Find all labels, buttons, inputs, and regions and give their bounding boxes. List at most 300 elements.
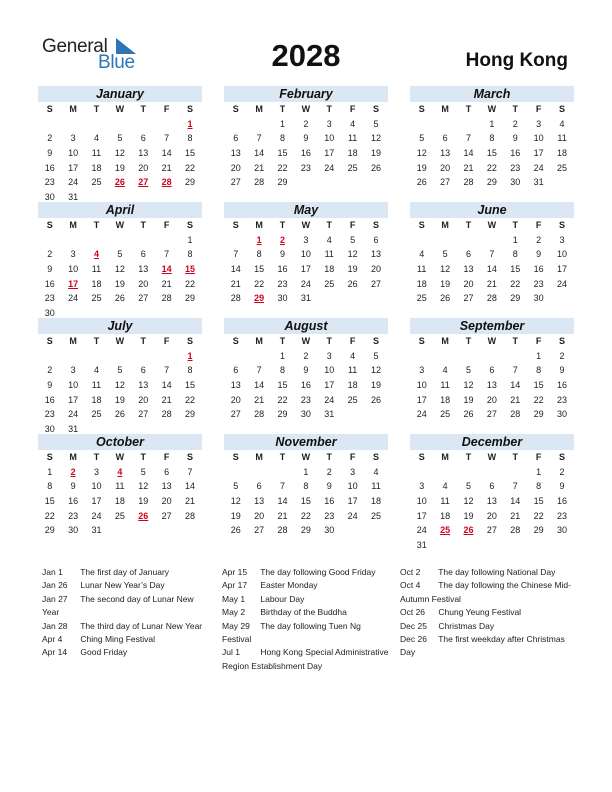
day-cell: 10 [416, 380, 427, 391]
weekday-label: F [163, 336, 170, 346]
weekday-label: T [140, 104, 146, 114]
day-cell: 15 [277, 148, 288, 159]
day-cell: 20 [440, 162, 451, 173]
month-header: May [224, 202, 388, 218]
weekday-label: T [140, 220, 146, 230]
day-cell: 3 [93, 466, 99, 477]
day-cell: 24 [68, 177, 79, 188]
day-cell: 24 [68, 409, 79, 420]
week-row [224, 479, 388, 494]
day-cell [410, 233, 433, 248]
day-cell: 7 [512, 365, 518, 376]
day-cell: 19 [371, 148, 382, 159]
month-february [224, 86, 388, 190]
day-cell: 11 [324, 249, 334, 260]
day-cell: 28 [510, 409, 521, 420]
week-row [410, 131, 574, 146]
weekday-label: T [326, 452, 332, 462]
holiday-entry [400, 606, 572, 619]
day-cell [433, 117, 456, 132]
day-cell: 11 [440, 496, 450, 507]
day-cell: 12 [371, 365, 382, 376]
weekday-label: T [279, 220, 286, 230]
day-cell: 18 [91, 394, 102, 405]
country-label: Hong Kong [465, 50, 568, 71]
day-cell [550, 538, 573, 553]
weekday-label: S [232, 104, 239, 114]
week-row [410, 538, 574, 553]
weekday-label: S [373, 336, 380, 346]
weekday-label: T [279, 336, 286, 346]
day-cell: 1 [47, 466, 53, 477]
weekday-label: T [140, 452, 146, 462]
day-cell: 19 [114, 162, 125, 173]
day-cell: 2 [47, 133, 53, 144]
weekday-header-row [410, 102, 574, 117]
day-cell: 5 [465, 365, 471, 376]
day-cell: 5 [465, 481, 471, 492]
day-cell: 29 [185, 293, 196, 304]
day-cell: 12 [463, 496, 474, 507]
day-cell: 13 [486, 380, 497, 391]
day-cell: 11 [115, 481, 125, 492]
week-row [224, 262, 388, 277]
day-cell [480, 465, 503, 480]
day-cell: 3 [419, 481, 425, 492]
day-cell [178, 523, 201, 538]
day-cell: 15 [486, 148, 497, 159]
day-cell: 10 [68, 380, 79, 391]
weekday-label: S [232, 220, 239, 230]
holiday-name: The day following Tuen Ng Festival [222, 620, 361, 645]
week-row [38, 349, 202, 364]
day-cell: 14 [161, 380, 172, 391]
day-cell: 27 [254, 525, 265, 536]
month-header: January [38, 86, 202, 102]
week-row [38, 407, 202, 422]
weekday-label: T [465, 336, 472, 346]
day-cell [38, 349, 61, 364]
day-cell: 29 [185, 409, 196, 420]
day-cell: 12 [230, 496, 241, 507]
day-cell [410, 117, 433, 132]
day-cell: 27 [463, 293, 474, 304]
day-cell: 3 [303, 234, 309, 245]
day-cell [457, 465, 480, 480]
holiday-entry [42, 646, 212, 659]
day-cell: 5 [373, 350, 379, 361]
page-title-year: 2028 [271, 38, 341, 73]
day-cell: 21 [486, 278, 497, 289]
holiday-date: Oct 2 [400, 567, 421, 577]
day-cell: 14 [161, 148, 172, 159]
day-cell [433, 349, 456, 364]
holiday-entry [222, 620, 392, 647]
day-cell: 5 [117, 365, 123, 376]
holiday-name: Hong Kong Special Administrative Region Establishment Day [222, 647, 389, 671]
day-cell: 21 [463, 162, 474, 173]
week-row [38, 247, 202, 262]
day-cell [410, 349, 433, 364]
day-cell: 15 [254, 264, 265, 275]
weekday-label: S [418, 104, 425, 114]
day-cell: 10 [347, 481, 358, 492]
day-cell: 26 [463, 525, 474, 536]
weekday-label: S [187, 220, 194, 230]
day-cell: 10 [557, 249, 568, 260]
holiday-date: May 1 [222, 593, 246, 604]
day-cell: 29 [533, 409, 544, 420]
weekday-label: F [349, 336, 356, 346]
day-cell: 23 [44, 177, 55, 188]
day-cell: 22 [486, 162, 497, 173]
day-cell: 28 [463, 177, 474, 188]
holiday-date: Jan 26 [42, 580, 68, 591]
day-cell: 20 [254, 510, 265, 521]
holiday-name: The day following National Day [438, 567, 556, 577]
day-cell: 21 [510, 394, 521, 405]
day-cell: 24 [347, 510, 358, 521]
weekday-label: W [115, 220, 125, 230]
weekday-label: M [255, 220, 263, 230]
day-cell: 1 [187, 350, 193, 361]
day-cell: 10 [324, 133, 335, 144]
day-cell: 21 [230, 278, 241, 289]
weekday-label: T [93, 336, 100, 346]
day-cell [364, 523, 387, 538]
day-cell [132, 349, 155, 364]
day-cell: 20 [486, 394, 497, 405]
day-cell [480, 349, 503, 364]
day-cell: 4 [350, 118, 356, 129]
day-cell: 13 [486, 496, 497, 507]
weekday-label: T [512, 220, 518, 230]
day-cell: 28 [161, 177, 172, 188]
day-cell: 10 [68, 148, 79, 159]
weekday-label: S [232, 336, 239, 346]
day-cell [108, 349, 131, 364]
week-row [224, 131, 388, 146]
day-cell: 2 [47, 365, 53, 376]
day-cell: 19 [138, 496, 149, 507]
day-cell: 7 [164, 133, 170, 144]
day-cell: 7 [187, 466, 193, 477]
day-cell: 21 [161, 394, 172, 405]
weekday-header-row [410, 450, 574, 465]
weekday-label: S [187, 452, 194, 462]
day-cell: 4 [559, 118, 565, 129]
day-cell: 28 [161, 293, 172, 304]
weekday-label: F [163, 220, 170, 230]
day-cell: 26 [138, 510, 149, 521]
day-cell: 22 [254, 278, 265, 289]
day-cell: 9 [47, 148, 53, 159]
day-cell: 31 [68, 424, 79, 435]
day-cell: 2 [279, 234, 285, 245]
day-cell: 31 [68, 192, 79, 203]
day-cell: 16 [300, 148, 311, 159]
day-cell: 27 [440, 177, 451, 188]
day-cell: 22 [277, 394, 288, 405]
day-cell: 8 [536, 365, 542, 376]
weekday-label: T [465, 220, 472, 230]
week-row [224, 291, 388, 306]
day-cell: 23 [324, 510, 335, 521]
day-cell: 1 [536, 466, 542, 477]
weekday-label: M [441, 104, 449, 114]
day-cell: 30 [68, 525, 79, 536]
day-cell: 20 [161, 496, 172, 507]
week-row [38, 161, 202, 176]
day-cell: 25 [114, 510, 125, 521]
weekday-label: W [115, 336, 125, 346]
week-row [38, 262, 202, 277]
day-cell: 2 [326, 466, 332, 477]
week-row [410, 262, 574, 277]
weekday-label: S [418, 452, 425, 462]
day-cell: 23 [300, 162, 311, 173]
day-cell [527, 538, 550, 553]
day-cell: 19 [371, 380, 382, 391]
day-cell: 26 [114, 293, 125, 304]
weekday-label: M [255, 452, 263, 462]
day-cell: 3 [70, 365, 76, 376]
week-row [410, 175, 574, 190]
holiday-name: Ching Ming Festival [80, 634, 156, 645]
day-cell: 15 [300, 496, 311, 507]
day-cell: 15 [533, 496, 544, 507]
day-cell: 30 [324, 525, 335, 536]
day-cell: 16 [68, 496, 79, 507]
holiday-name: Birthday of the Buddha [260, 607, 347, 618]
day-cell: 25 [91, 177, 102, 188]
weekday-label: F [535, 336, 542, 346]
day-cell: 17 [347, 496, 358, 507]
day-cell: 30 [277, 293, 288, 304]
day-cell [550, 175, 573, 190]
day-cell: 5 [350, 234, 356, 245]
day-cell [480, 233, 503, 248]
day-cell [224, 349, 247, 364]
week-row [410, 407, 574, 422]
day-cell: 11 [347, 133, 358, 144]
day-cell: 10 [300, 249, 311, 260]
day-cell: 6 [489, 481, 495, 492]
day-cell: 20 [230, 162, 241, 173]
day-cell [364, 291, 387, 306]
holiday-date: Oct 4 [400, 580, 421, 591]
weekday-label: W [487, 336, 497, 346]
weekday-label: S [46, 220, 53, 230]
day-cell: 6 [489, 365, 495, 376]
weekday-label: M [255, 104, 263, 114]
week-row [38, 523, 202, 538]
day-cell: 15 [510, 264, 521, 275]
day-cell: 28 [185, 510, 196, 521]
weekday-label: T [279, 104, 286, 114]
day-cell: 24 [324, 162, 335, 173]
day-cell: 9 [70, 481, 76, 492]
day-cell: 29 [300, 525, 311, 536]
day-cell: 4 [350, 350, 356, 361]
day-cell: 18 [416, 278, 427, 289]
day-cell: 25 [324, 278, 335, 289]
day-cell: 8 [489, 133, 495, 144]
day-cell: 26 [347, 278, 358, 289]
day-cell: 12 [416, 148, 427, 159]
day-cell: 17 [324, 380, 335, 391]
weekday-label: W [115, 104, 125, 114]
day-cell: 25 [557, 162, 568, 173]
month-header: June [410, 202, 574, 218]
day-cell [85, 117, 108, 132]
weekday-label: M [441, 220, 449, 230]
day-cell: 21 [254, 162, 265, 173]
holiday-entry [222, 593, 392, 606]
weekday-label: T [465, 104, 472, 114]
weekday-label: W [487, 220, 497, 230]
week-row [410, 117, 574, 132]
day-cell: 26 [114, 177, 125, 188]
week-row [410, 291, 574, 306]
weekday-label: T [512, 452, 518, 462]
weekday-label: M [255, 336, 263, 346]
week-row [38, 465, 202, 480]
day-cell [224, 117, 247, 132]
weekday-label: M [69, 336, 77, 346]
weekday-label: S [232, 452, 239, 462]
day-cell [85, 233, 108, 248]
week-row [410, 523, 574, 538]
weekday-label: M [69, 220, 77, 230]
day-cell: 2 [47, 249, 53, 260]
day-cell: 24 [91, 510, 102, 521]
day-cell: 17 [68, 162, 79, 173]
day-cell: 1 [303, 466, 309, 477]
day-cell: 1 [187, 118, 193, 129]
day-cell: 16 [277, 264, 288, 275]
day-cell: 4 [93, 249, 99, 260]
week-row [224, 363, 388, 378]
day-cell [155, 117, 178, 132]
day-cell: 1 [489, 118, 495, 129]
day-cell: 30 [44, 424, 55, 435]
weekday-label: W [301, 104, 311, 114]
day-cell: 22 [44, 510, 55, 521]
day-cell: 12 [371, 133, 382, 144]
day-cell: 20 [371, 264, 382, 275]
weekday-label: F [535, 220, 542, 230]
day-cell: 10 [416, 496, 427, 507]
day-cell: 29 [185, 177, 196, 188]
day-cell [504, 465, 527, 480]
week-row [38, 117, 202, 132]
day-cell: 4 [326, 234, 332, 245]
day-cell [341, 407, 364, 422]
day-cell: 8 [187, 249, 193, 260]
week-row [38, 509, 202, 524]
day-cell: 22 [510, 278, 521, 289]
holiday-entry [42, 620, 212, 633]
day-cell: 10 [324, 365, 335, 376]
day-cell: 31 [416, 540, 427, 551]
holiday-entry [222, 606, 392, 619]
day-cell: 2 [559, 466, 565, 477]
week-row [38, 494, 202, 509]
day-cell: 4 [93, 133, 99, 144]
month-july [38, 318, 202, 437]
day-cell [38, 233, 61, 248]
weekday-label: F [349, 220, 356, 230]
day-cell: 23 [510, 162, 521, 173]
day-cell: 2 [70, 466, 76, 477]
day-cell: 5 [117, 249, 123, 260]
day-cell [155, 349, 178, 364]
day-cell: 3 [559, 234, 565, 245]
holiday-name: The first weekday after Christmas Day [400, 634, 565, 658]
holiday-name: The day following Good Friday [260, 567, 376, 577]
day-cell: 21 [161, 278, 172, 289]
weekday-header-row [224, 218, 388, 233]
week-row [410, 363, 574, 378]
weekday-label: S [373, 220, 380, 230]
day-cell: 2 [303, 118, 309, 129]
day-cell: 26 [114, 409, 125, 420]
day-cell [433, 538, 456, 553]
day-cell: 7 [164, 365, 170, 376]
day-cell: 16 [533, 264, 544, 275]
day-cell: 5 [117, 133, 123, 144]
week-row [410, 233, 574, 248]
day-cell: 27 [371, 278, 382, 289]
day-cell: 14 [486, 264, 497, 275]
weekday-label: T [512, 336, 518, 346]
day-cell: 24 [557, 278, 568, 289]
day-cell: 24 [300, 278, 311, 289]
holiday-name: Lunar New Year’s Day [80, 580, 165, 591]
day-cell: 10 [533, 133, 544, 144]
holiday-entry [42, 593, 212, 620]
day-cell: 17 [91, 496, 102, 507]
day-cell [550, 291, 573, 306]
day-cell: 1 [256, 234, 262, 245]
month-header: October [38, 434, 202, 450]
day-cell: 9 [279, 249, 285, 260]
day-cell: 6 [256, 481, 262, 492]
day-cell: 11 [371, 481, 381, 492]
day-cell: 13 [138, 380, 149, 391]
weekday-header-row [410, 218, 574, 233]
weekday-label: S [46, 336, 53, 346]
day-cell: 25 [371, 510, 382, 521]
weekday-header-row [410, 334, 574, 349]
month-august [224, 318, 388, 422]
day-cell [433, 465, 456, 480]
month-header: March [410, 86, 574, 102]
day-cell: 12 [347, 249, 358, 260]
day-cell: 11 [91, 380, 102, 391]
week-row [38, 233, 202, 248]
day-cell: 8 [279, 133, 285, 144]
day-cell: 27 [230, 409, 241, 420]
day-cell: 22 [185, 162, 196, 173]
weekday-label: W [487, 104, 497, 114]
day-cell: 13 [230, 380, 241, 391]
weekday-header-row [224, 450, 388, 465]
day-cell: 8 [187, 133, 193, 144]
day-cell: 25 [416, 293, 427, 304]
logo-text-blue: Blue [98, 52, 135, 73]
